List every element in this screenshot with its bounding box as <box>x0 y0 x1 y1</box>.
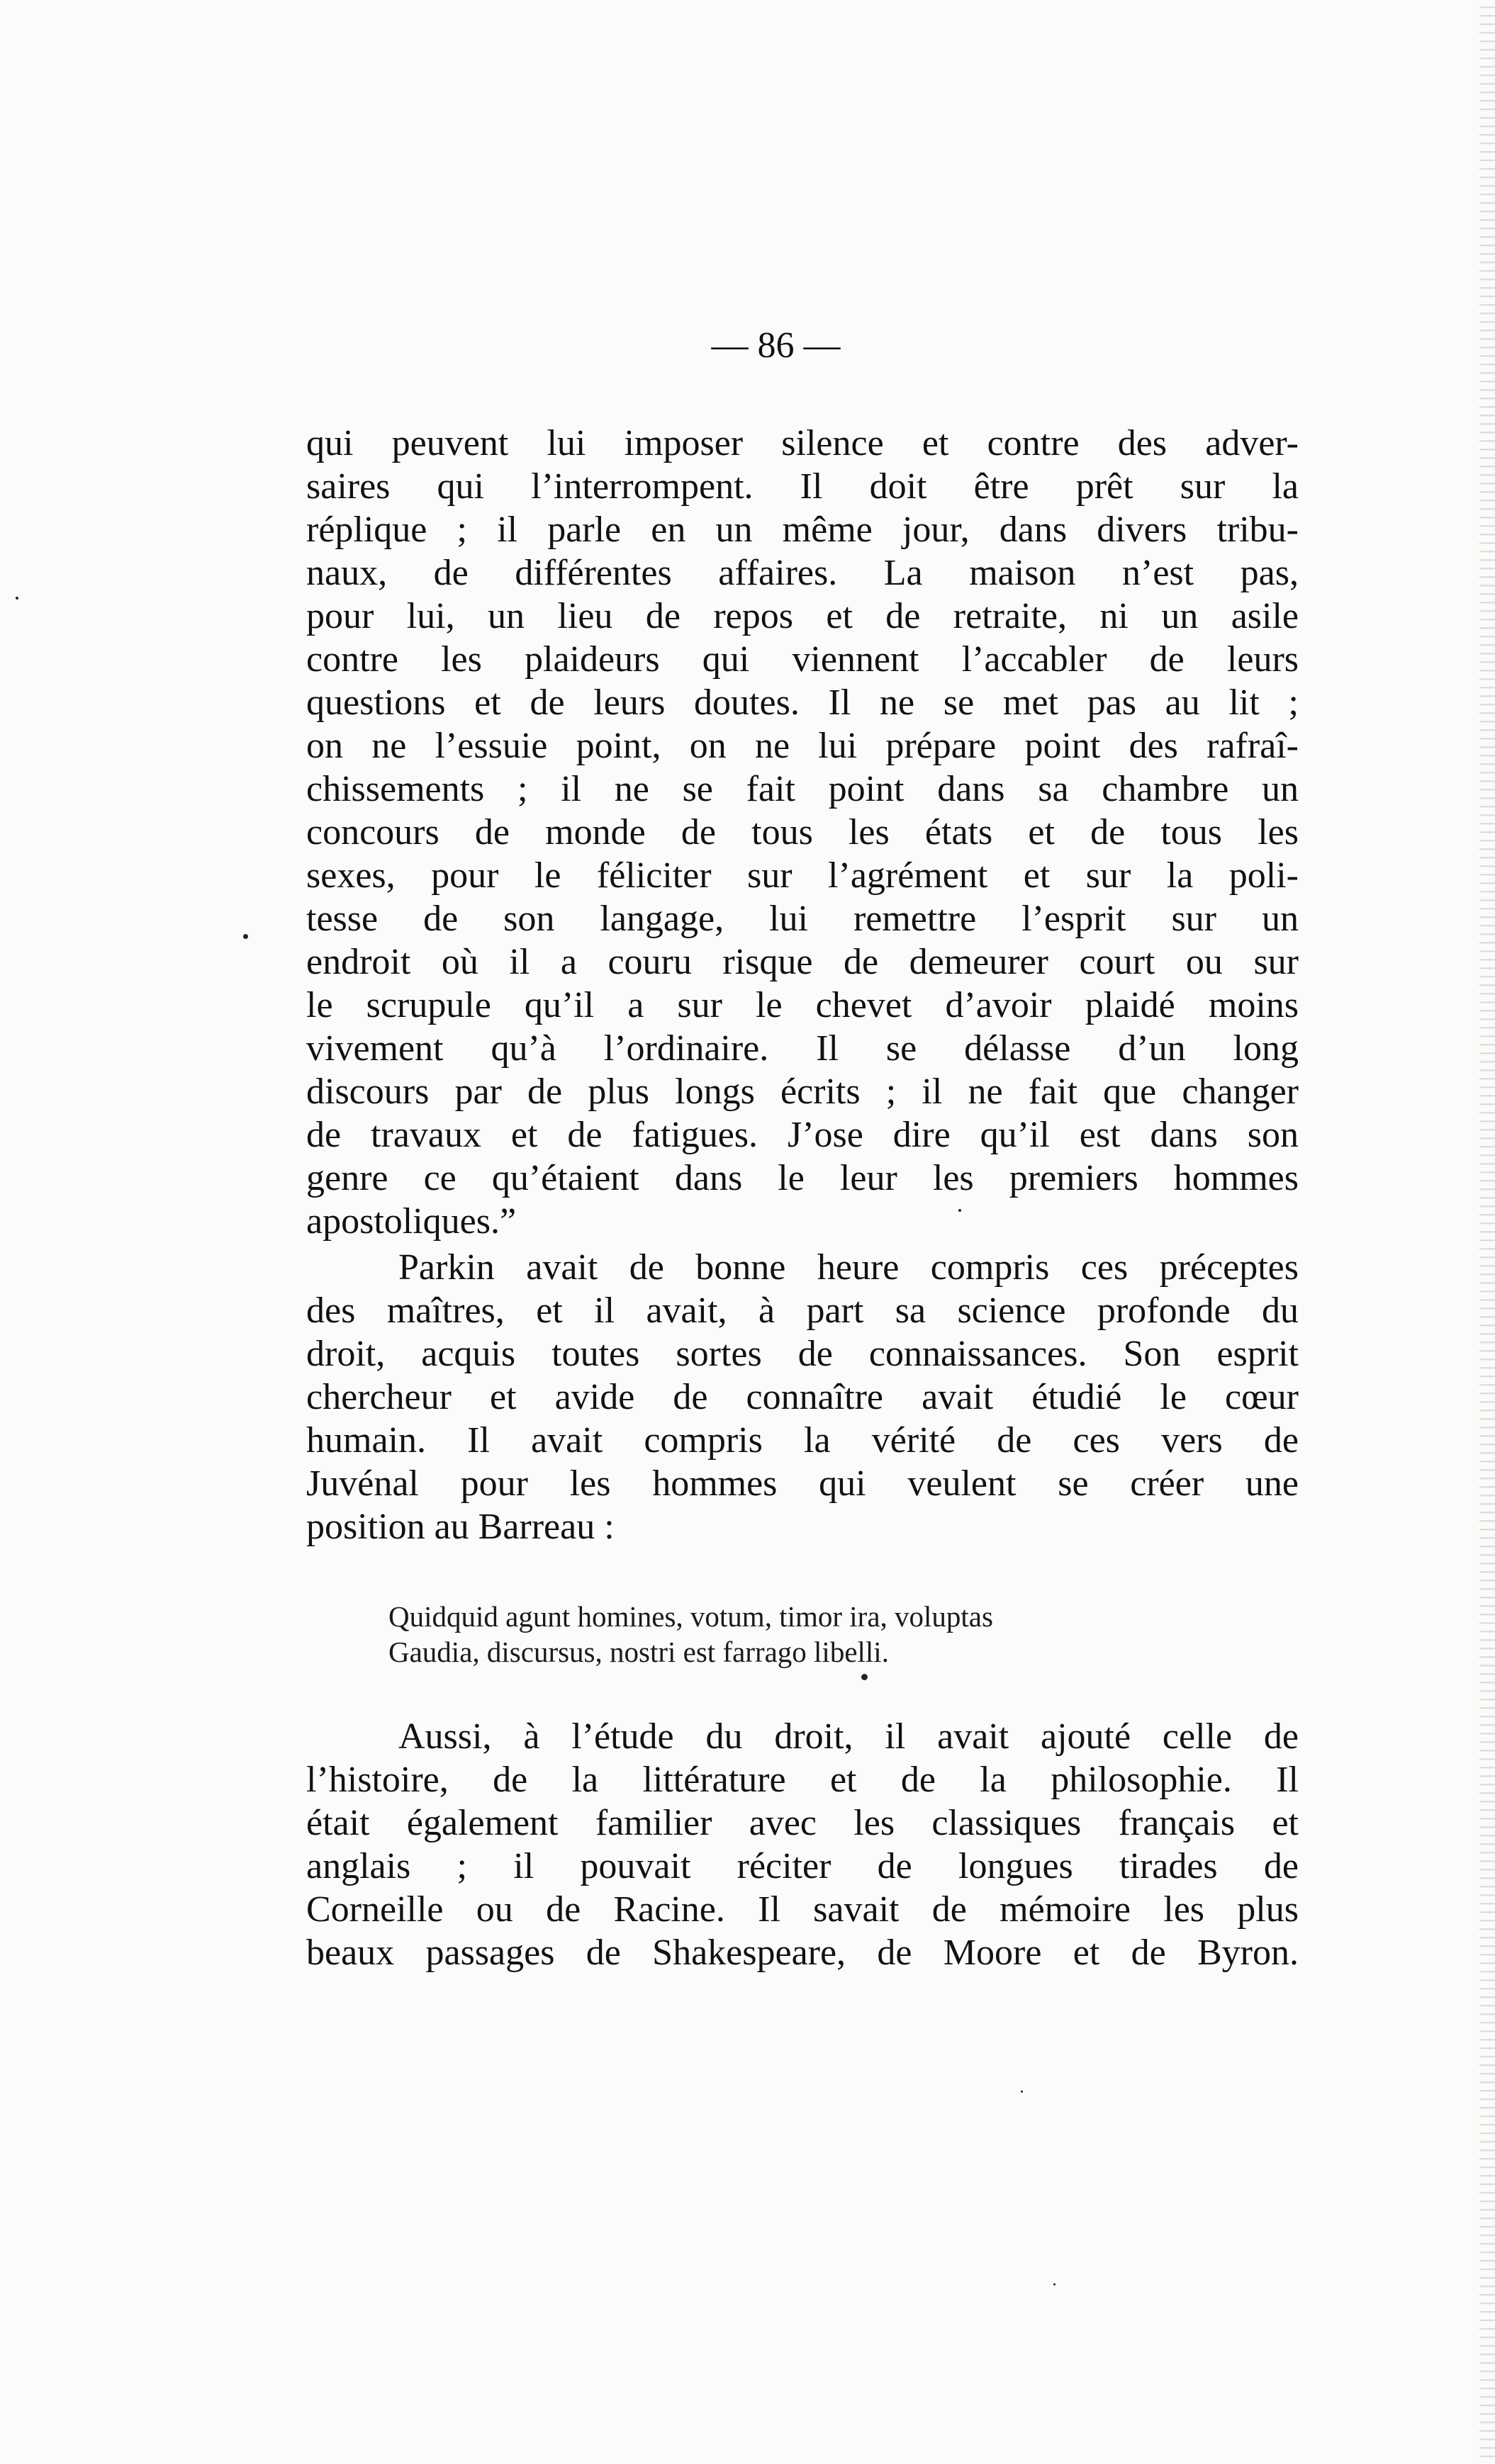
verse-line: Gaudia, discursus, nostri est farrago libelli. <box>388 1636 889 1668</box>
text-line: contre les plaideurs qui viennent l’accabler de leurs <box>306 639 1299 680</box>
text-line: position au Barreau : <box>306 1507 615 1547</box>
text-line: tesse de son langage, lui remettre l’esprit sur un <box>306 899 1299 939</box>
text-line: on ne l’essuie point, on ne lui prépare point des rafraî- <box>306 726 1299 766</box>
text-line: Parkin avait de bonne heure compris ces préceptes <box>398 1247 1299 1288</box>
paragraph-2 <box>306 1246 1299 1548</box>
print-speck <box>243 934 248 939</box>
text-line: l’histoire, de la littérature et de la philosophie. Il <box>306 1760 1299 1800</box>
text-line: le scrupule qu’il a sur le chevet d’avoir plaidé moins <box>306 985 1299 1025</box>
text-line: anglais ; il pouvait réciter de longues tirades de <box>306 1846 1299 1886</box>
text-line: discours par de plus longs écrits ; il ne fait que changer <box>306 1071 1299 1112</box>
text-line: chercheur et avide de connaître avait étudié le cœur <box>306 1377 1299 1417</box>
text-line: réplique ; il parle en un même jour, dans divers tribu- <box>306 510 1299 550</box>
text-line: endroit où il a couru risque de demeurer court ou sur <box>306 942 1299 982</box>
text-line: humain. Il avait compris la vérité de ces vers de <box>306 1420 1299 1461</box>
text-line: saires qui l’interrompent. Il doit être prêt sur la <box>306 466 1299 507</box>
text-line: beaux passages de Shakespeare, de Moore et de Byron. <box>306 1933 1299 1973</box>
text-line: droit, acquis toutes sortes de connaissances. Son esprit <box>306 1334 1299 1374</box>
text-line: concours de monde de tous les états et de tous les <box>306 812 1299 853</box>
scan-edge <box>1479 0 1495 2464</box>
print-speck <box>958 1209 961 1212</box>
print-speck <box>16 597 18 600</box>
text-line: genre ce qu’étaient dans le leur les premiers hommes <box>306 1158 1299 1198</box>
print-speck <box>1021 2091 1023 2093</box>
text-line: chissements ; il ne se fait point dans sa chambre un <box>306 769 1299 809</box>
print-speck <box>861 1674 868 1680</box>
text-line: questions et de leurs doutes. Il ne se met pas au lit ; <box>306 682 1299 723</box>
paragraph-1 <box>306 422 1299 1243</box>
text-line: pour lui, un lieu de repos et de retraite, ni un asile <box>306 596 1299 636</box>
paragraph-3 <box>306 1715 1299 1974</box>
text-line: apostoliques.” <box>306 1201 517 1242</box>
text-line: Aussi, à l’étude du droit, il avait ajouté celle de <box>398 1716 1299 1757</box>
text-line: sexes, pour le féliciter sur l’agrément et sur la poli- <box>306 855 1299 896</box>
text-line: qui peuvent lui imposer silence et contre des adver- <box>306 423 1299 463</box>
text-line: des maîtres, et il avait, à part sa science profonde du <box>306 1290 1299 1331</box>
text-line: était également familier avec les classiques français et <box>306 1803 1299 1843</box>
text-line: Corneille ou de Racine. Il savait de mémoire les plus <box>306 1889 1299 1930</box>
text-line: vivement qu’à l’ordinaire. Il se délasse d’un long <box>306 1028 1299 1069</box>
text-line: de travaux et de fatigues. J’ose dire qu’il est dans son <box>306 1115 1299 1155</box>
text-line: Juvénal pour les hommes qui veulent se créer une <box>306 1463 1299 1504</box>
print-speck <box>1053 2283 1056 2285</box>
text-line: naux, de différentes affaires. La maison n’est pas, <box>306 553 1299 593</box>
page-number: — 86 — <box>711 325 841 366</box>
verse-line: Quidquid agunt homines, votum, timor ira, voluptas <box>388 1600 993 1633</box>
verse-quotation <box>388 1599 993 1670</box>
